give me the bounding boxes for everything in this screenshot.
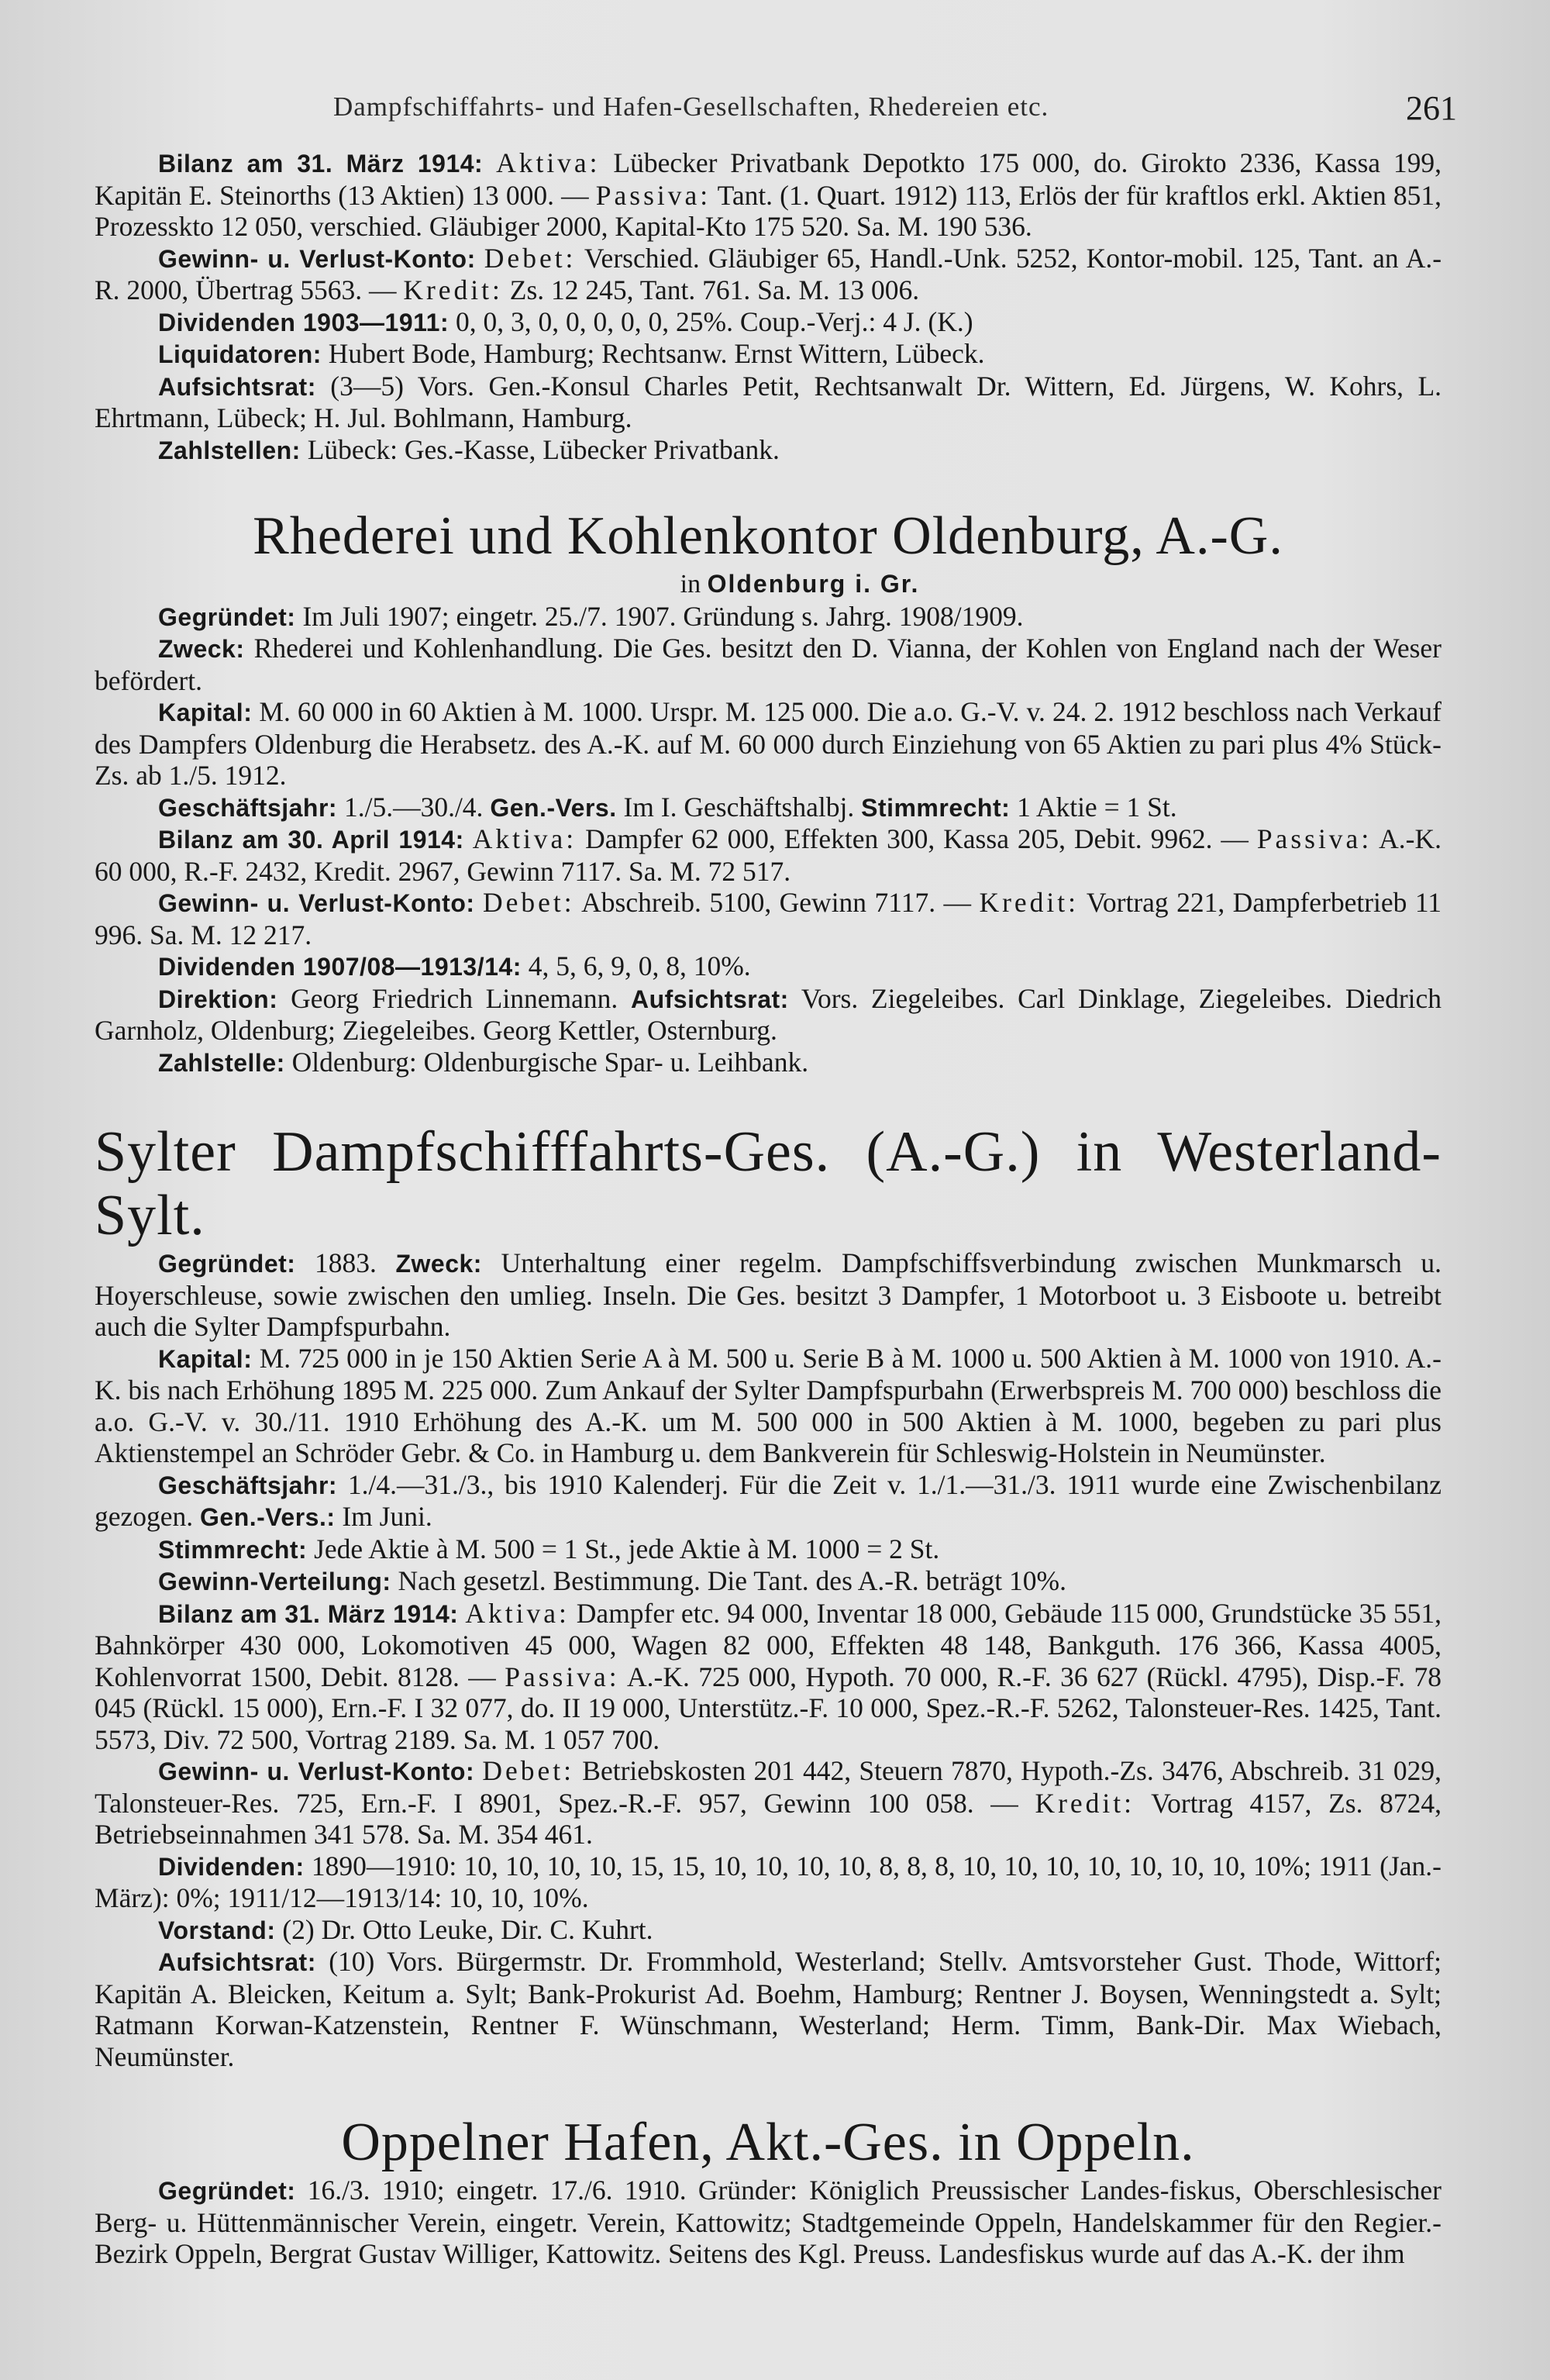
fiscal-year-label: Geschäftsjahr: — [158, 793, 338, 822]
bilanz-paragraph: Bilanz am 30. April 1914: Aktiva: Dampfer 62 000, Effekten 300, Kassa 205, Debit. 9962. — Passiva: A.-K. 60 000, R.-F. 2432, Kredit. 2967, Gewinn 7117. Sa. M. 72 517. — [95, 823, 1442, 887]
capital-label: Kapital: — [158, 698, 253, 726]
purpose-label: Zweck: — [395, 1250, 482, 1278]
paying-office-paragraph: Zahlstelle: Oldenburg: Oldenburgische Spar- u. Leihbank. — [158, 1046, 809, 1078]
voting-right-label: Stimmrecht: — [158, 1535, 308, 1564]
guv-paragraph: Gewinn- u. Verlust-Konto: Debet: Betriebskosten 201 442, Steuern 7870, Hypoth.-Zs. 3476, Abschreib. 31 029, Talonsteuer-Res. 725, Ern.-F. I 8901, Spez.-R.-F. 957, Gewinn 100 058. — Kredit: Vortrag 4157, Zs. 8724, Betriebseinnahmen 341 578. Sa. M. 354 461. — [95, 1755, 1442, 1850]
management-label: Direktion: — [158, 985, 278, 1013]
company-location: in Oldenburg i. Gr. — [680, 570, 920, 598]
founded-paragraph: Gegründet: 16./3. 1910; eingetr. 17./6. 1910. Gründer: Königlich Preussischer Landes-fiskus, Oberschlesischer Berg- u. Hüttenmännischer Verein, eingetr. Verein, Kattowitz; Stadtgemeinde Oppeln, Handelskammer für den Regier.-Bezirk Oppeln, Bergrat Gustav Williger, Kattowitz. Seitens des Kgl. Preuss. Landesfiskus wurde auf das A.-K. der ihm — [95, 2175, 1442, 2269]
dividends-paragraph: Dividenden 1903—1911: 0, 0, 3, 0, 0, 0, 0, 0, 25%. Coup.-Verj.: 4 J. (K.) — [158, 305, 973, 337]
board-paragraph: Vorstand: (2) Dr. Otto Leuke, Dir. C. Kuhrt. — [158, 1913, 653, 1945]
bilanz-paragraph: Bilanz am 31. März 1914: Aktiva: Dampfer etc. 94 000, Inventar 18 000, Gebäude 115 000, Grundstücke 35 551, Bahnkörper 430 000, Lokomotiven 45 000, Wagen 82 000, Effekten 48 148, Bankguth. 176 366, Kassa 4005, Kohlenvorrat 1500, Debit. 8128. — Passiva: A.-K. 725 000, Hypoth. 70 000, R.-F. 36 627 (Rückl. 4795), Disp.-F. 78 045 (Rückl. 15 000), Ern.-F. I 32 077, do. II 19 000, Unterstütz.-F. 10 000, Spez.-R.-F. 5262, Talonsteuer-Res. 1425, Tant. 5573, Div. 72 500, Vortrag 2189. Sa. M. 1 057 700. — [95, 1597, 1442, 1755]
founded-paragraph: Gegründet: 1883. Zweck: Unterhaltung einer regelm. Dampfschiffsverbindung zwischen Munkmarsch u. Hoyerschleuse, sowie zwischen den umlieg. Inseln. Die Ges. besitzt 3 Dampfer, 1 Motorboot u. 3 Eisboote u. betreibt auch die Sylter Dampfspurbahn. — [95, 1247, 1442, 1342]
entry-continued — [95, 147, 1442, 466]
bilanz-label: Bilanz am 31. März 1914: — [158, 150, 484, 178]
company-title: Oppelner Hafen, Akt.-Ges. in Oppeln. — [341, 2113, 1195, 2172]
purpose-label: Zweck: — [158, 635, 245, 663]
company-title: Sylter Dampfschifffahrts-Ges. (A.-G.) in Westerland-Sylt. — [95, 1120, 1442, 1247]
founded-paragraph: Gegründet: Im Juli 1907; eingetr. 25./7. 1907. Gründung s. Jahrg. 1908/1909. — [158, 600, 1024, 632]
capital-paragraph: Kapital: M. 60 000 in 60 Aktien à M. 1000. Urspr. M. 125 000. Die a.o. G.-V. v. 24. 2. 1912 beschloss nach Verkauf des Dampfers Oldenburg die Herabsetz. des A.-K. auf M. 60 000 durch Einziehung von 65 Aktien zu pari plus 4% Stück-Zs. ab 1./5. 1912. — [95, 696, 1442, 791]
dividends-label: Dividenden 1907/08—1913/14: — [158, 953, 522, 981]
management-paragraph: Direktion: Georg Friedrich Linnemann. Aufsichtsrat: Vors. Ziegeleibes. Carl Dinklage, Ziegeleibes. Diedrich Garnholz, Oldenburg; Ziegeleibes. Georg Kettler, Osternburg. — [95, 982, 1442, 1046]
bilanz-label: Bilanz am 30. April 1914: — [158, 826, 464, 854]
dividends-label: Dividenden 1903—1911: — [158, 308, 450, 336]
bilanz-label: Bilanz am 31. März 1914: — [158, 1599, 459, 1628]
liquidators-label: Liquidatoren: — [158, 340, 322, 368]
guv-label: Gewinn- u. Verlust-Konto: — [158, 1757, 475, 1785]
profit-distribution-paragraph: Gewinn-Verteilung: Nach gesetzl. Bestimmung. Die Tant. des A.-R. beträgt 10%. — [158, 1565, 1066, 1596]
entry-oppelner-hafen — [95, 2111, 1442, 2270]
page-content — [95, 147, 1442, 2270]
supervisory-board-paragraph: Aufsichtsrat: (10) Vors. Bürgermstr. Dr. Frommhold, Westerland; Stellv. Amtsvorsteher Gust. Thode, Wittorf; Kapitän A. Bleicken, Keitum a. Sylt; Bank-Prokurist Ad. Boehm, Hamburg; Rentner J. Boysen, Wenningstedt a. Sylt; Ratmann Korwan-Katzenstein, Rentner F. Wünschmann, Westerland; Herm. Timm, Bank-Dir. Max Wiebach, Neumünster. — [95, 1946, 1442, 2072]
supervisory-board-label: Aufsichtsrat: — [158, 372, 316, 401]
founded-label: Gegründet: — [158, 602, 296, 631]
capital-label: Kapital: — [158, 1344, 253, 1373]
paying-offices-paragraph: Zahlstellen: Lübeck: Ges.-Kasse, Lübecker Privatbank. — [158, 433, 780, 465]
dividends-label: Dividenden: — [158, 1852, 305, 1881]
general-meeting-label: Gen.-Vers. — [490, 793, 617, 822]
entry-rhederei-oldenburg — [95, 505, 1442, 1078]
purpose-paragraph: Zweck: Rhederei und Kohlenhandlung. Die Ges. besitzt den D. Vianna, der Kohlen von England nach der Weser befördert. — [95, 633, 1442, 696]
paying-offices-label: Zahlstellen: — [158, 436, 301, 464]
supervisory-board-label: Aufsichtsrat: — [630, 985, 789, 1013]
paying-office-label: Zahlstelle: — [158, 1048, 285, 1077]
liquidators-paragraph: Liquidatoren: Hubert Bode, Hamburg; Rechtsanw. Ernst Wittern, Lübeck. — [158, 338, 985, 369]
dividends-paragraph: Dividenden 1907/08—1913/14: 4, 5, 6, 9, 0, 8, 10%. — [158, 950, 751, 981]
voting-right-label: Stimmrecht: — [861, 793, 1011, 822]
profit-distribution-label: Gewinn-Verteilung: — [158, 1568, 391, 1595]
bilanz-paragraph: Bilanz am 31. März 1914: Aktiva: Lübecker Privatbank Depotkto 175 000, do. Girokto 2336, Kassa 199, Kapitän E. Steinorths (13 Aktien) 13 000. — Passiva: Tant. (1. Quart. 1912) 113, Erlös der für kraftlos erkl. Aktien 851, Prozesskto 12 050, verschied. Gläubiger 2000, Kapital-Kto 175 520. Sa. M. 190 536. — [95, 147, 1442, 242]
founded-label: Gegründet: — [158, 2177, 296, 2205]
fiscal-year-paragraph: Geschäftsjahr: 1./4.—31./3., bis 1910 Kalenderj. Für die Zeit v. 1./1.—31./3. 1911 wurde eine Zwischenbilanz gezogen. Gen.-Vers.: Im Juni. — [95, 1468, 1442, 1532]
running-head: Dampfschiffahrts- und Hafen-Gesellschaften, Rhedereien etc. — [333, 91, 1049, 122]
board-label: Vorstand: — [158, 1916, 276, 1944]
supervisory-board-label: Aufsichtsrat: — [158, 1948, 316, 1976]
general-meeting-label: Gen.-Vers.: — [200, 1503, 336, 1531]
fiscal-year-paragraph: Geschäftsjahr: 1./5.—30./4. Gen.-Vers. Im I. Geschäftshalbj. Stimmrecht: 1 Aktie = 1 St. — [158, 791, 1177, 823]
entry-sylter-dampfschifffahrt — [95, 1120, 1442, 2072]
company-title: Rhederei und Kohlenkontor Oldenburg, A.-G. — [253, 506, 1283, 566]
guv-paragraph: Gewinn- u. Verlust-Konto: Debet: Abschreib. 5100, Gewinn 7117. — Kredit: Vortrag 221, Dampferbetrieb 11 996. Sa. M. 12 217. — [95, 887, 1442, 950]
voting-right-paragraph: Stimmrecht: Jede Aktie à M. 500 = 1 St., jede Aktie à M. 1000 = 2 St. — [158, 1533, 940, 1564]
founded-label: Gegründet: — [158, 1250, 296, 1278]
page-number: 261 — [1406, 89, 1457, 127]
supervisory-board-paragraph: Aufsichtsrat: (3—5) Vors. Gen.-Konsul Charles Petit, Rechtsanwalt Dr. Wittern, Ed. Jürgens, W. Kohrs, L. Ehrtmann, Lübeck; H. Jul. Bohlmann, Hamburg. — [95, 370, 1442, 433]
guv-label: Gewinn- u. Verlust-Konto: — [158, 889, 475, 917]
fiscal-year-label: Geschäftsjahr: — [158, 1471, 338, 1499]
capital-paragraph: Kapital: M. 725 000 in je 150 Aktien Serie A à M. 500 u. Serie B à M. 1000 u. 500 Aktien à M. 1000 von 1910. A.-K. bis nach Erhöhung 1895 M. 225 000. Zum Ankauf der Sylter Dampfspurbahn (Erwerbspreis M. 700 000) beschloss die a.o. G.-V. v. 30./11. 1910 Erhöhung des A.-K. um M. 500 000 in 500 Aktien à M. 1000, begeben zu pari plus Aktienstempel an Schröder Gebr. & Co. in Hamburg u. dem Bankverein für Schleswig-Holstein in Neumünster. — [95, 1342, 1442, 1468]
dividends-paragraph: Dividenden: 1890—1910: 10, 10, 10, 10, 15, 15, 10, 10, 10, 10, 8, 8, 8, 10, 10, 10, 10, 10, 10, 10, 10%; 1911 (Jan.-März): 0%; 1911/12—1913/14: 10, 10, 10%. — [95, 1850, 1442, 1913]
guv-label: Gewinn- u. Verlust-Konto: — [158, 244, 476, 273]
guv-paragraph: Gewinn- u. Verlust-Konto: Debet: Verschied. Gläubiger 65, Handl.-Unk. 5252, Kontor-mobil. 125, Tant. an A.-R. 2000, Übertrag 5563. — Kredit: Zs. 12 245, Tant. 761. Sa. M. 13 006. — [95, 242, 1442, 305]
page-header — [93, 91, 1457, 138]
